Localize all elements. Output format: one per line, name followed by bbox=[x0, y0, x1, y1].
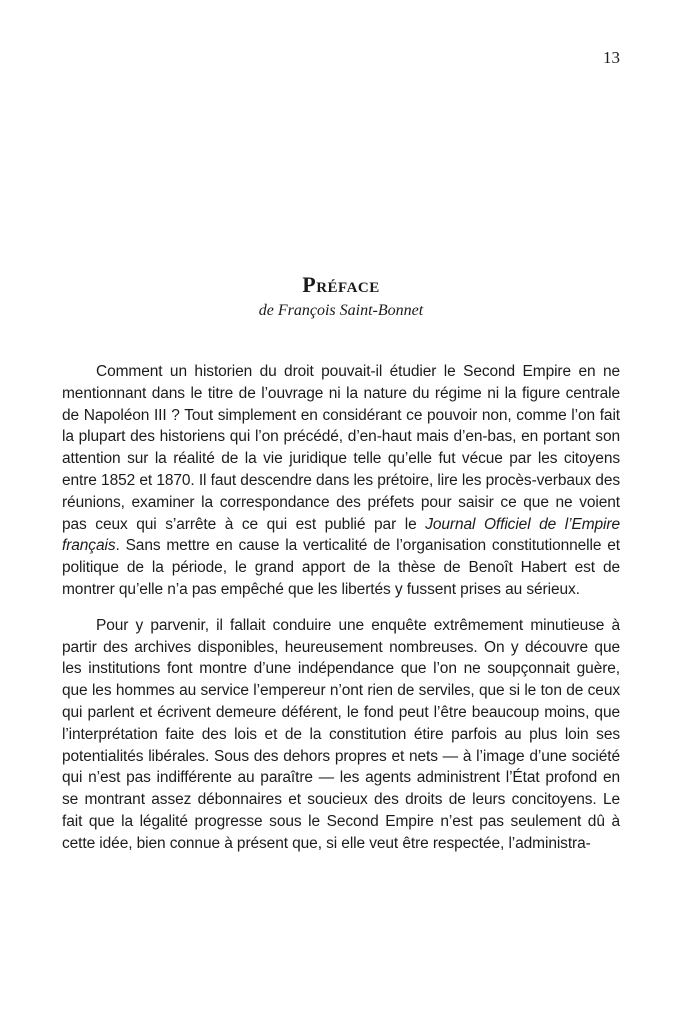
body-text bbox=[62, 361, 620, 855]
paragraph-1 bbox=[62, 361, 620, 601]
journal-title-italic: Journal Officiel de l’Empire français bbox=[62, 515, 620, 555]
page-number: 13 bbox=[603, 48, 620, 67]
paragraph-2: Pour y parvenir, il fallait conduire une enquête extrêmement minutieuse à partir des archives disponibles, heureusement nombreuses. On y découvre que les institutions font montre d’une indépendance que l’on ne soupçonnait guère, que les hommes au service l’empereur n’ont rien de serviles, que si le ton de ceux qui parlent et écrivent demeure déférent, le fond peut l’être beaucoup moins, que l’interprétation faite des lois et de la constitution étire parfois au plus loin ses potentialités libérales. Sous des dehors propres et nets — à l’image d’une société qui n’est pas indifférente au paraître — les agents administrent l’État profond en se montrant assez débonnaires et soucieux des droits de leurs concitoyens. Le fait que la légalité progresse sous le Second Empire n’est pas seulement dû à cette idée, bien connue à présent que, si elle veut être respectée, l’administra- bbox=[62, 616, 620, 852]
section-subtitle: de François Saint-Bonnet bbox=[258, 302, 424, 319]
paragraph-1-text-before: Comment un historien du droit pouvait-il étudier le Second Empire en ne mentionnant dans le titre de l’ouvrage ni la nature du régime ni la figure centrale de Napoléon III ? Tout simplement en considérant ce pouvoir non, comme l’on fait la plupart des historiens qui l’on précédé, d’en-haut mais d’en-bas, en portant son attention sur la réalité de la vie juridique telle qu’elle fut vécue par les citoyens entre 1852 et 1870. Il faut descendre dans les prétoire, lire les procès-verbaux des réunions, examiner la correspondance des préfets pour saisir ce que ne voient pas ceux qui s’arrête à ce qui est publié par le bbox=[62, 363, 620, 533]
title-block bbox=[0, 272, 682, 320]
paragraph-1-text-after: . Sans mettre en cause la verticalité de l’organisation constitutionnelle et politique de la période, le grand apport de la thèse de Benoît Habert est de montrer qu’elle n’a pas empêché que les libertés y fussent prises au sérieux. bbox=[62, 537, 620, 598]
section-title: Préface bbox=[302, 272, 380, 297]
